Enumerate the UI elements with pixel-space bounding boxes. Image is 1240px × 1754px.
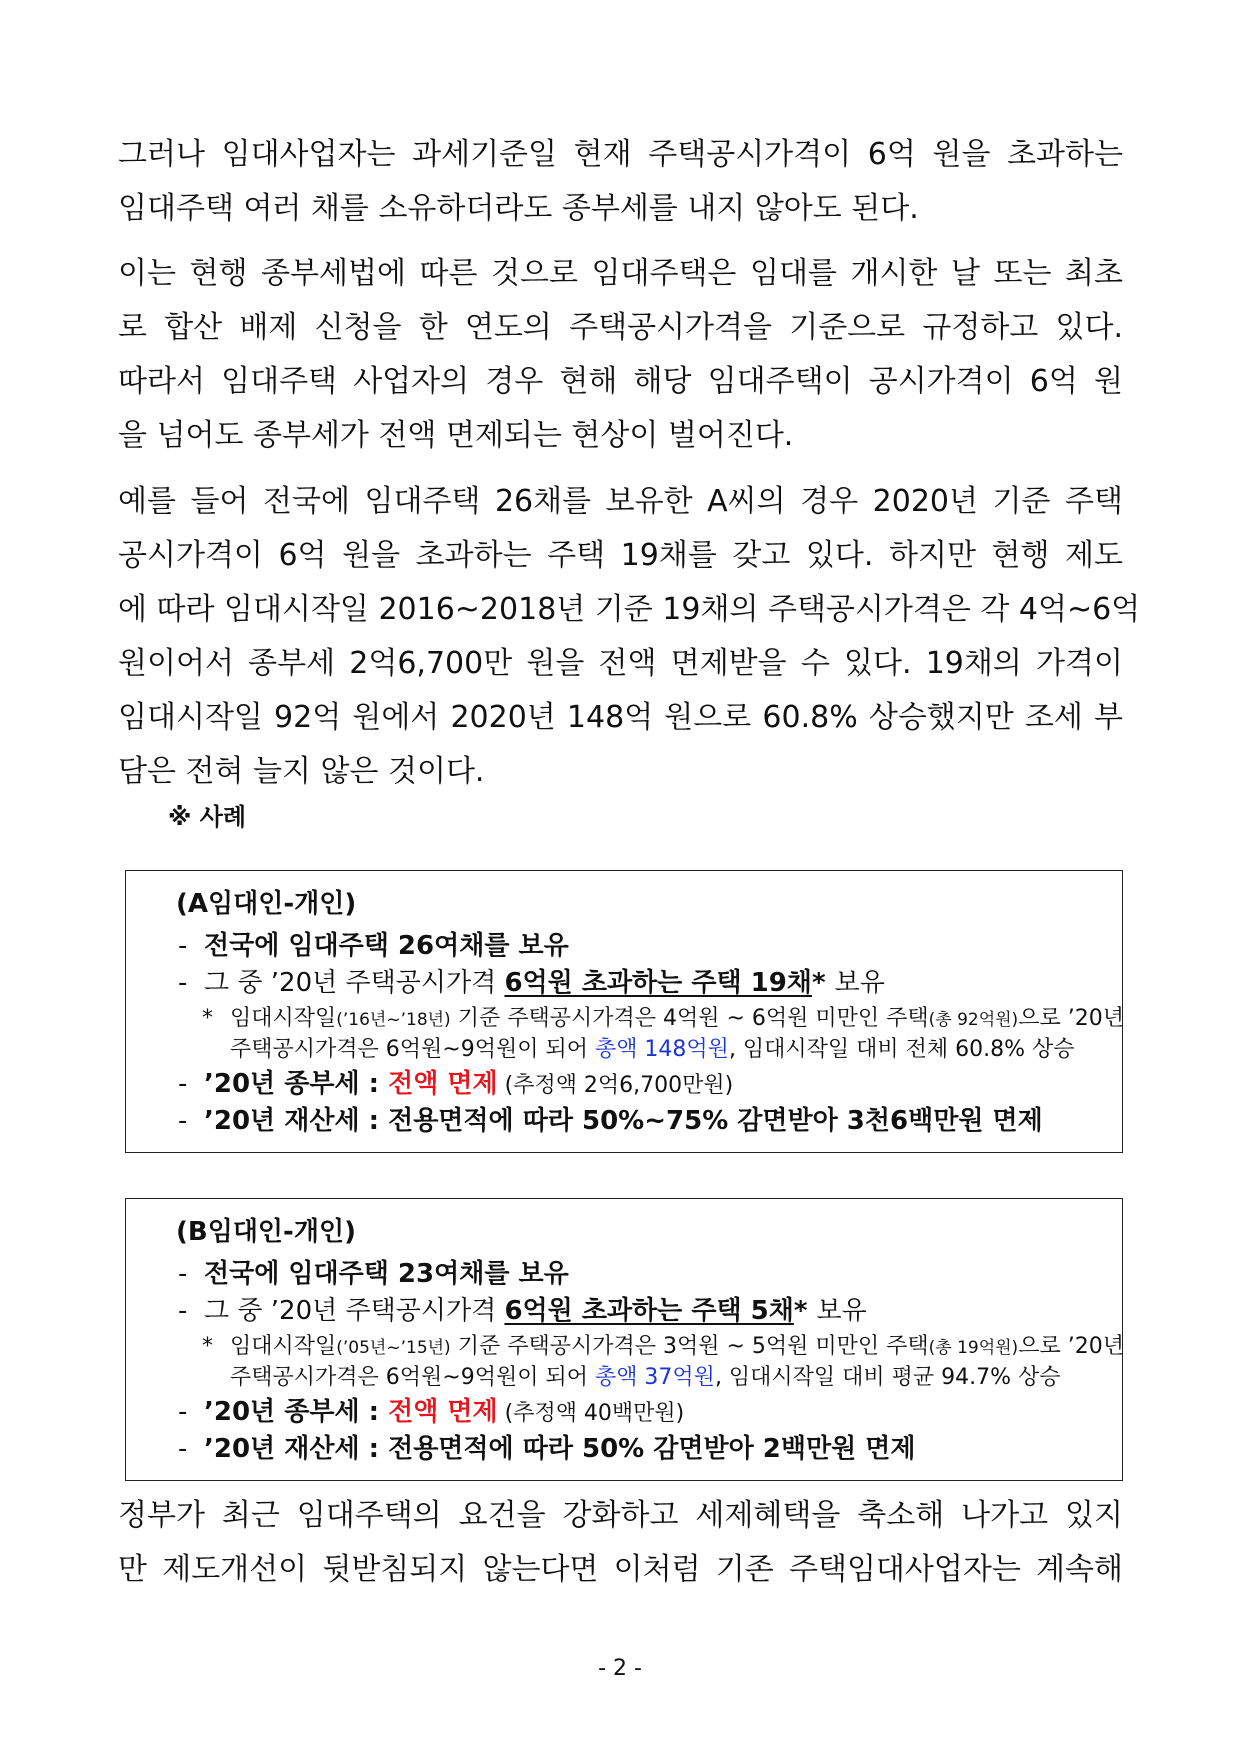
text-line: 이는 현행 종부세법에 따른 것으로 임대주택은 임대를 개시한 날 또는 최초 — [118, 256, 1123, 291]
note-small-text: (’16년~’18년) — [336, 1010, 451, 1030]
underlined-highlight: 6억원 초과하는 주택 19채 — [504, 968, 812, 998]
case-bullet — [178, 1067, 733, 1103]
footnote-star: * — [793, 1296, 817, 1326]
page-number: - 2 - — [598, 1656, 642, 1681]
case-bullet — [178, 966, 885, 1000]
note-text: 임대시작일 — [230, 1006, 337, 1031]
text-line: 에 따라 임대시작일 2016~2018년 기준 19채의 주택공시가격은 각 4억~6억 — [118, 592, 1141, 627]
case-footnote — [202, 1004, 1124, 1065]
case-bullet — [178, 1294, 867, 1328]
case-footnote — [202, 1332, 1124, 1393]
footnote-star: * — [202, 1006, 213, 1031]
text-line: 공시가격이 6억 원을 초과하는 주택 19채를 갖고 있다. 하지만 현행 제도 — [118, 538, 1123, 573]
bullet-text: ’20년 종부세 : — [204, 1397, 389, 1427]
note-line-2 — [202, 1035, 1124, 1065]
dash-marker: - — [178, 1397, 188, 1427]
text-line: 그러나 임대사업자는 과세기준일 현재 주택공시가격이 6억 원을 초과하는 — [118, 137, 1123, 172]
note-small-text: (총 92억원) — [928, 1010, 1019, 1030]
note-text: 기준 주택공시가격은 3억원 ~ 5억원 미만인 주택 — [450, 1334, 929, 1359]
footnote-star: * — [202, 1334, 213, 1359]
bullet-text: ’20년 재산세 : 전용면적에 따라 50%~75% 감면받아 3천6백만원 면제 — [204, 1106, 1043, 1136]
text-line: 원이어서 종부세 2억6,700만 원을 전액 면제받을 수 있다. 19채의 가격이 — [118, 646, 1123, 681]
text-line: 담은 전혀 늘지 않은 것이다. — [118, 754, 485, 789]
text-line: 만 제도개선이 뒷받침되지 않는다면 이처럼 기존 주택임대사업자는 계속해 — [118, 1552, 1123, 1587]
case-title: (B임대인-개인) — [176, 1217, 356, 1247]
note-text: , 임대시작일 대비 평균 94.7% 상승 — [714, 1365, 1061, 1390]
case-box-a — [125, 870, 1123, 1153]
dash-marker: - — [178, 1259, 188, 1289]
note-text: 으로 ’20년 — [1018, 1006, 1124, 1031]
case-bullet — [178, 1104, 1043, 1138]
bullet-text: 전국에 임대주택 26여채를 보유 — [204, 931, 569, 961]
bullet-text: 그 중 ’20년 주택공시가격 — [204, 968, 505, 998]
text-line: 임대시작일 92억 원에서 2020년 148억 원으로 60.8% 상승했지만 조세 부 — [118, 700, 1123, 735]
paragraph-3 — [118, 475, 1141, 799]
text-line: 을 넘어도 종부세가 전액 면제되는 현상이 벌어진다. — [118, 418, 794, 453]
dash-marker: - — [178, 1296, 188, 1326]
estimate-text: (추정액 2억6,700만원) — [497, 1073, 734, 1098]
note-small-text: (’05년~’15년) — [336, 1338, 451, 1358]
dash-marker: - — [178, 1434, 188, 1464]
paragraph-4 — [118, 1489, 1123, 1597]
underlined-highlight: 6억원 초과하는 주택 5채 — [504, 1296, 794, 1326]
bullet-text: 보유 — [816, 1296, 867, 1326]
note-text: , 임대시작일 대비 전체 60.8% 상승 — [728, 1037, 1075, 1062]
case-bullet — [178, 929, 569, 963]
paragraph-2 — [118, 247, 1123, 463]
red-highlight: 전액 면제 — [388, 1397, 498, 1427]
note-text: 기준 주택공시가격은 4억원 ~ 6억원 미만인 주택 — [450, 1006, 929, 1031]
dash-marker: - — [178, 931, 188, 961]
paragraph-1 — [118, 128, 1123, 236]
text-line: 임대주택 여러 채를 소유하더라도 종부세를 내지 않아도 된다. — [118, 191, 919, 226]
case-title: (A임대인-개인) — [176, 889, 357, 919]
estimate-text: (추정액 40백만원) — [497, 1401, 685, 1426]
text-line: 로 합산 배제 신청을 한 연도의 주택공시가격을 기준으로 규정하고 있다. — [118, 310, 1123, 345]
text-line: 정부가 최근 임대주택의 요건을 강화하고 세제혜택을 축소해 나가고 있지 — [118, 1498, 1123, 1533]
bullet-text: ’20년 재산세 : 전용면적에 따라 50% 감면받아 2백만원 면제 — [204, 1434, 916, 1464]
case-bullet — [178, 1395, 684, 1431]
bullet-text: 보유 — [834, 968, 885, 998]
note-text: 임대시작일 — [230, 1334, 337, 1359]
case-box-b — [125, 1198, 1123, 1481]
dash-marker: - — [178, 1106, 188, 1136]
text-line: 예를 들어 전국에 임대주택 26채를 보유한 A씨의 경우 2020년 기준 주택 — [118, 484, 1123, 519]
bullet-text: 전국에 임대주택 23여채를 보유 — [204, 1259, 569, 1289]
red-highlight: 전액 면제 — [388, 1069, 498, 1099]
dash-marker: - — [178, 968, 188, 998]
case-bullet — [178, 1432, 916, 1466]
dash-marker: - — [178, 1069, 188, 1099]
blue-highlight: 총액 148억원 — [594, 1037, 729, 1062]
note-text: 으로 ’20년 — [1018, 1334, 1124, 1359]
text-line: 따라서 임대주택 사업자의 경우 현해 해당 임대주택이 공시가격이 6억 원 — [118, 364, 1123, 399]
bullet-text: 그 중 ’20년 주택공시가격 — [204, 1296, 505, 1326]
section-label-cases: ※ 사례 — [168, 803, 247, 831]
case-bullet — [178, 1257, 569, 1291]
note-line-2 — [202, 1363, 1124, 1393]
note-text: 주택공시가격은 6억원~9억원이 되어 — [230, 1037, 595, 1062]
blue-highlight: 총액 37억원 — [594, 1365, 715, 1390]
note-text: 주택공시가격은 6억원~9억원이 되어 — [230, 1365, 595, 1390]
footnote-star: * — [811, 968, 835, 998]
bullet-text: ’20년 종부세 : — [204, 1069, 389, 1099]
note-small-text: (총 19억원) — [928, 1338, 1019, 1358]
